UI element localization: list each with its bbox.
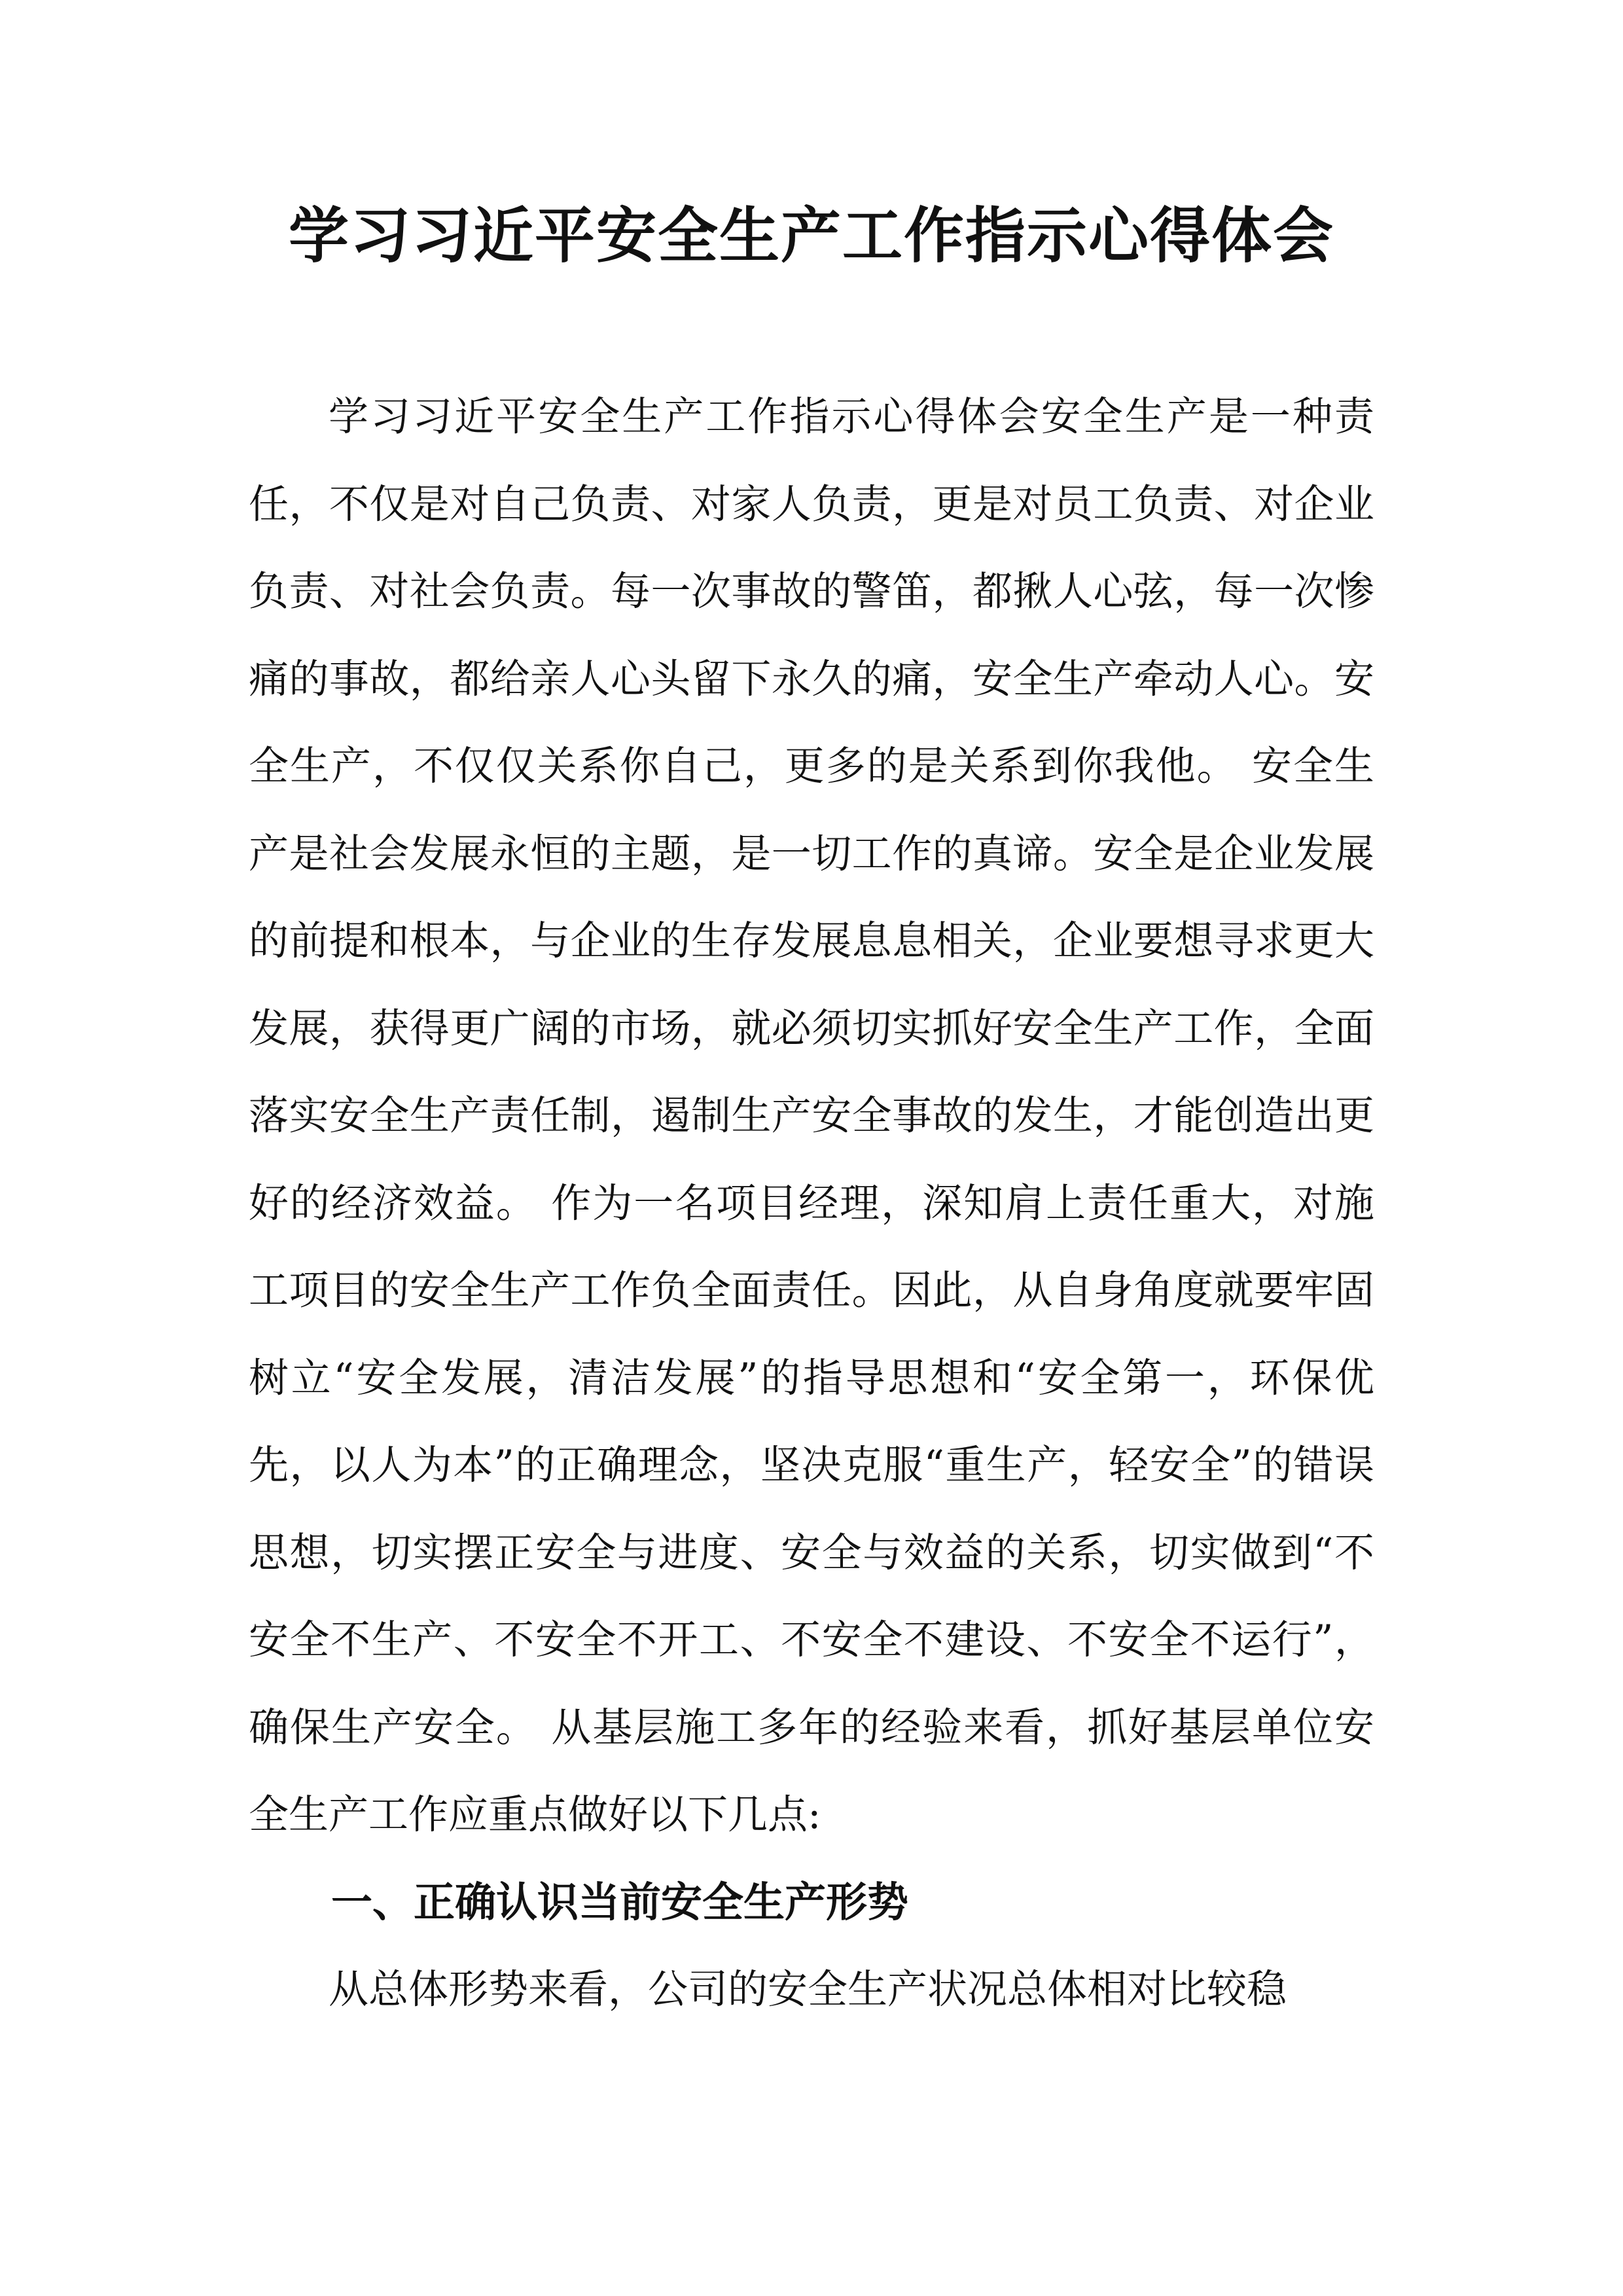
body-paragraph: 从总体形势来看，公司的安全生产状况总体相对比较稳 [329, 1966, 1287, 2013]
document-title: 学习习近平安全生产工作指示心得体会 [288, 200, 1334, 271]
section-heading: 一、正确认识当前安全生产形势 [331, 1877, 908, 1926]
document-body [249, 373, 1374, 2034]
body-paragraph: 学习习近平安全生产工作指示心得体会安全生产是一种责任，不仅是对自己负责、对家人负责，更是对员工负责、对企业负责、对社会负责。每一次事故的警笛，都揪人心弦，每一次惨痛的事故，都给亲人心头留下永久的痛，安全生产牵动人心。安全生产，不仅仅关系你自己，更多的是关系到你我他。 安全生产是社会发展永恒的主题，是一切工作的真谛。安全是企业发展的前提和根本，与企业的生存发展息息相关，企业要想寻求更大发展，获得更广阔的市场，就必须切实抓好安全生产工作，全面落实安全生产责任制，遏制生产安全事故的发生，才能创造出更好的经济效益。 作为一名项目经理，深知肩上责任重大，对施工项目的安全生产工作负全面责任。因此，从自身角度就要牢固树立“安全发展，清洁发展”的指导思想和“安全第一，环保优先，以人为本”的正确理念，坚决克服“重生产，轻安全”的错误思想，切实摆正安全与进度、安全与效益的关系，切实做到“不安全不生产、不安全不开工、不安全不建设、不安全不运行”，确保生产安全。 从基层施工多年的经验来看，抓好基层单位安全生产工作应重点做好以下几点: [249, 393, 1374, 1838]
